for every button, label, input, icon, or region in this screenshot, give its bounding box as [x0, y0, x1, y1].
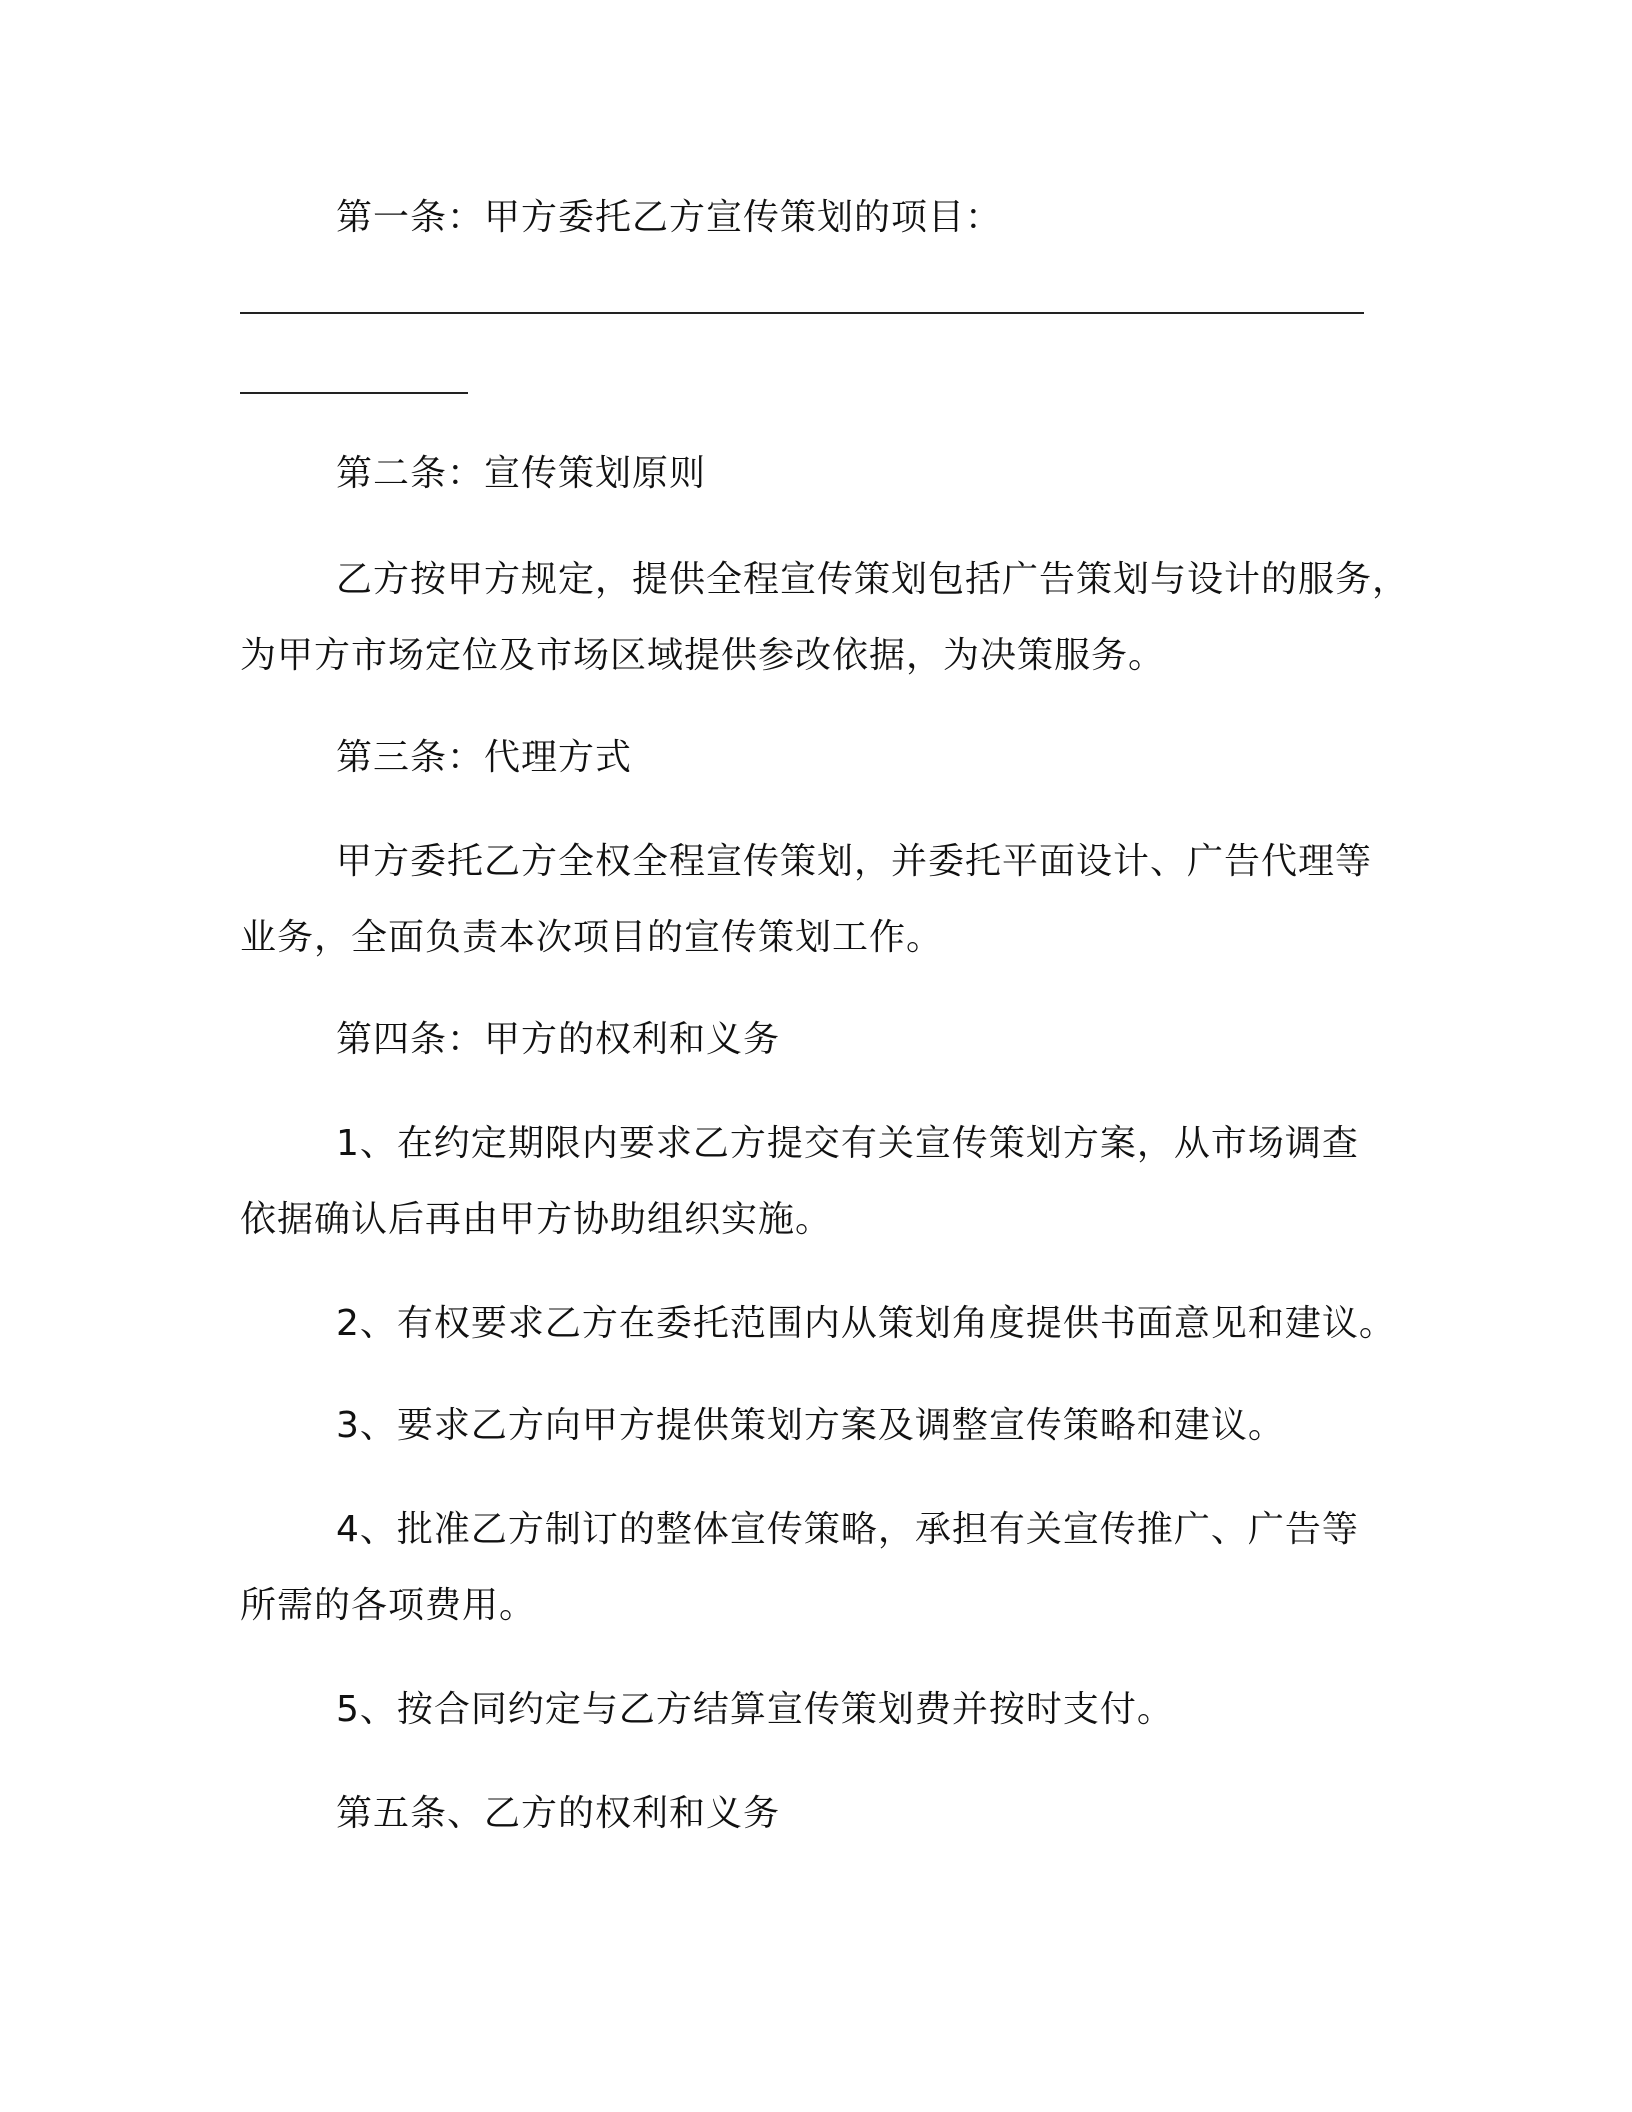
article2-heading: 第二条：宣传策划原则	[336, 453, 707, 494]
article2-body-line-1: 乙方按甲方规定，提供全程宣传策划包括广告策划与设计的服务，	[336, 559, 1410, 600]
article5-heading: 第五条、乙方的权利和义务	[336, 1793, 781, 1834]
item4-line-1: 4、批准乙方制订的整体宣传策略，承担有关宣传推广、广告等	[336, 1509, 1359, 1550]
article4-heading: 第四条：甲方的权利和义务	[336, 1019, 781, 1060]
item3-line-1: 3、要求乙方向甲方提供策划方案及调整宣传策略和建议。	[336, 1405, 1285, 1446]
item5-line-1: 5、按合同约定与乙方结算宣传策划费并按时支付。	[336, 1689, 1174, 1730]
project-blank-line-1	[240, 312, 1364, 314]
article3-body-line-2: 业务，全面负责本次项目的宣传策划工作。	[240, 917, 944, 958]
article2-body-line-2: 为甲方市场定位及市场区域提供参改依据，为决策服务。	[240, 635, 1166, 676]
article1-heading: 第一条：甲方委托乙方宣传策划的项目：	[336, 197, 1003, 238]
item1-line-2: 依据确认后再由甲方协助组织实施。	[240, 1199, 833, 1240]
article3-heading: 第三条：代理方式	[336, 737, 633, 778]
item1-line-1: 1、在约定期限内要求乙方提交有关宣传策划方案，从市场调查	[336, 1123, 1359, 1164]
item4-line-2: 所需的各项费用。	[240, 1585, 537, 1626]
project-blank-line-2	[240, 392, 468, 394]
article3-body-line-1: 甲方委托乙方全权全程宣传策划，并委托平面设计、广告代理等	[336, 841, 1373, 882]
item2-line-1: 2、有权要求乙方在委托范围内从策划角度提供书面意见和建议。	[336, 1303, 1396, 1344]
